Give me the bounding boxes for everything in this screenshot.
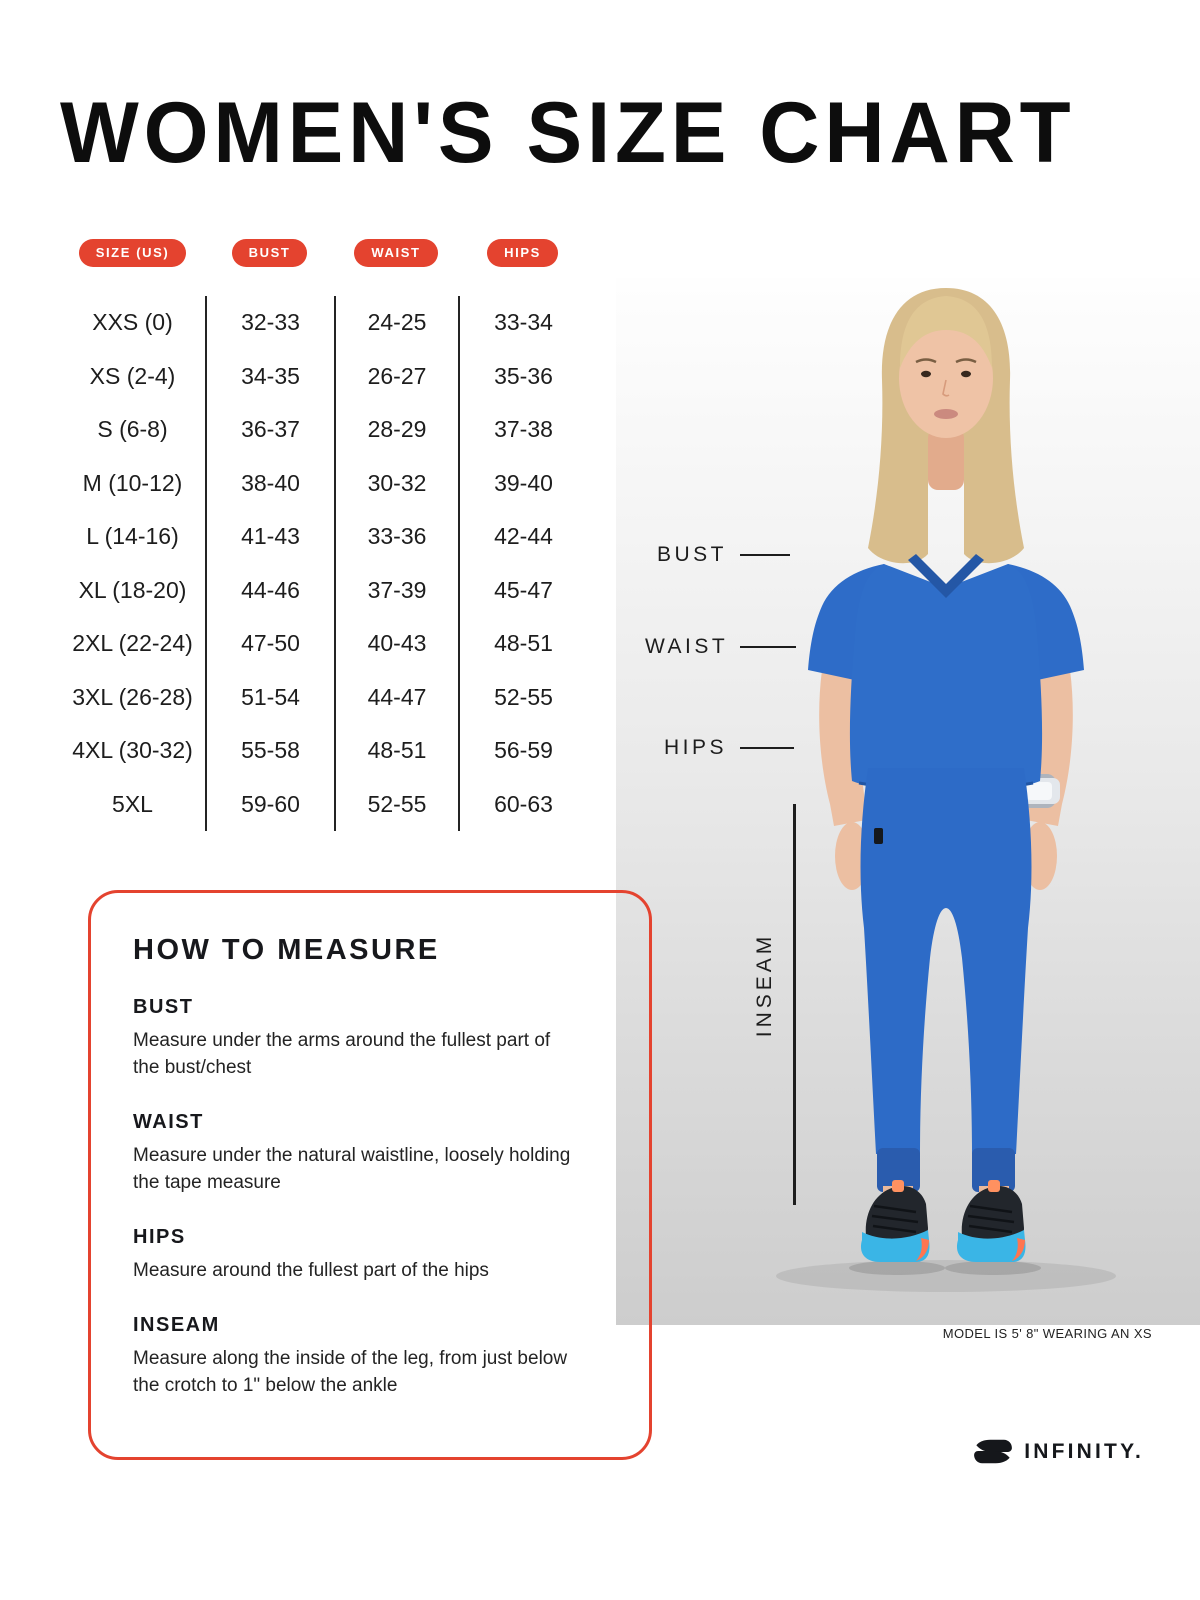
measure-section-label: BUST: [133, 996, 194, 1018]
size-cell: 2XL (22-24): [72, 630, 193, 657]
scrub-pants: [861, 768, 1032, 1192]
waist-cell: 37-39: [334, 564, 458, 618]
bust-callout-line: [740, 554, 790, 556]
waist-callout-line: [740, 646, 796, 648]
bust-cell: 34-35: [205, 350, 334, 404]
size-cell: M (10-12): [82, 469, 183, 496]
waist-callout: [645, 635, 796, 659]
bust-cell: 36-37: [205, 403, 334, 457]
column-header-pill-size: SIZE (US): [79, 239, 187, 267]
measure-section-label: HIPS: [133, 1225, 186, 1248]
hips-callout: [645, 736, 794, 760]
hips-cell: 42-44: [458, 510, 587, 564]
bust-cell: 55-58: [205, 724, 334, 778]
bust-callout-label: BUST: [656, 543, 727, 566]
waist-callout-label: WAIST: [645, 635, 729, 658]
size-table: [60, 296, 587, 831]
waist-cell: 40-43: [334, 617, 458, 671]
size-cell: 3XL (26-28): [72, 683, 193, 710]
bust-cell: 41-43: [205, 510, 334, 564]
size-cell: XL (18-20): [78, 576, 187, 603]
waist-cell: 30-32: [334, 457, 458, 511]
model-illustration: [616, 278, 1200, 1325]
hips-cell: 48-51: [458, 617, 587, 671]
hips-cell: 52-55: [458, 671, 587, 725]
hips-callout-label: HIPS: [663, 736, 727, 759]
inseam-callout-line: [793, 804, 796, 1205]
hips-cell: 45-47: [458, 564, 587, 618]
size-cell: XXS (0): [92, 309, 173, 336]
hips-cell: 35-36: [458, 350, 587, 404]
column-header-pill-hips: HIPS: [487, 239, 558, 267]
model-caption: MODEL IS 5' 8" WEARING AN XS: [942, 1326, 1152, 1341]
infinity-logo-icon: [972, 1438, 1014, 1465]
measure-section-text: Measure under the arms around the fullest part of the bust/chest: [133, 1030, 551, 1078]
measure-section-text: Measure along the inside of the leg, from just below the crotch to 1" below the ankle: [133, 1347, 568, 1396]
measure-section-text: Measure around the fullest part of the hips: [133, 1259, 489, 1281]
pocket-zip: [874, 828, 883, 844]
size-cell: XS (2-4): [89, 362, 176, 389]
size-cell: 4XL (30-32): [72, 737, 193, 764]
how-to-measure-content: [133, 934, 585, 1400]
hips-cell: 37-38: [458, 403, 587, 457]
hips-cell: 60-63: [458, 778, 587, 832]
hips-callout-line: [740, 747, 794, 749]
waist-cell: 44-47: [334, 671, 458, 725]
waist-cell: 28-29: [334, 403, 458, 457]
waist-cell: 48-51: [334, 724, 458, 778]
brand-logo: [972, 1438, 1144, 1465]
bust-cell: 44-46: [205, 564, 334, 618]
how-to-measure-title: HOW TO MEASURE: [133, 934, 440, 966]
bust-cell: 51-54: [205, 671, 334, 725]
waist-cell: 24-25: [334, 296, 458, 350]
bust-cell: 32-33: [205, 296, 334, 350]
hips-cell: 33-34: [458, 296, 587, 350]
bust-callout: [645, 543, 790, 567]
page-title: WOMEN'S SIZE CHART: [60, 85, 1076, 181]
inseam-callout-label: INSEAM: [753, 932, 776, 1038]
column-header-pill-waist: WAIST: [354, 239, 437, 267]
size-cell: L (14-16): [86, 523, 179, 550]
size-cell: S (6-8): [97, 416, 168, 443]
measure-section-label: WAIST: [133, 1110, 204, 1133]
measure-section-text: Measure under the natural waistline, loosely holding the tape measure: [133, 1144, 571, 1193]
hips-cell: 56-59: [458, 724, 587, 778]
brand-wordmark: INFINITY.: [1024, 1439, 1144, 1463]
waist-cell: 33-36: [334, 510, 458, 564]
bust-cell: 47-50: [205, 617, 334, 671]
column-header-pill-bust: BUST: [232, 239, 308, 267]
waist-cell: 52-55: [334, 778, 458, 832]
hips-cell: 39-40: [458, 457, 587, 511]
table-header-row: [60, 239, 587, 267]
waist-cell: 26-27: [334, 350, 458, 404]
measure-section-label: INSEAM: [133, 1313, 220, 1336]
size-cell: 5XL: [112, 790, 153, 817]
bust-cell: 38-40: [205, 457, 334, 511]
model-photo: [616, 278, 1200, 1325]
bust-cell: 59-60: [205, 778, 334, 832]
